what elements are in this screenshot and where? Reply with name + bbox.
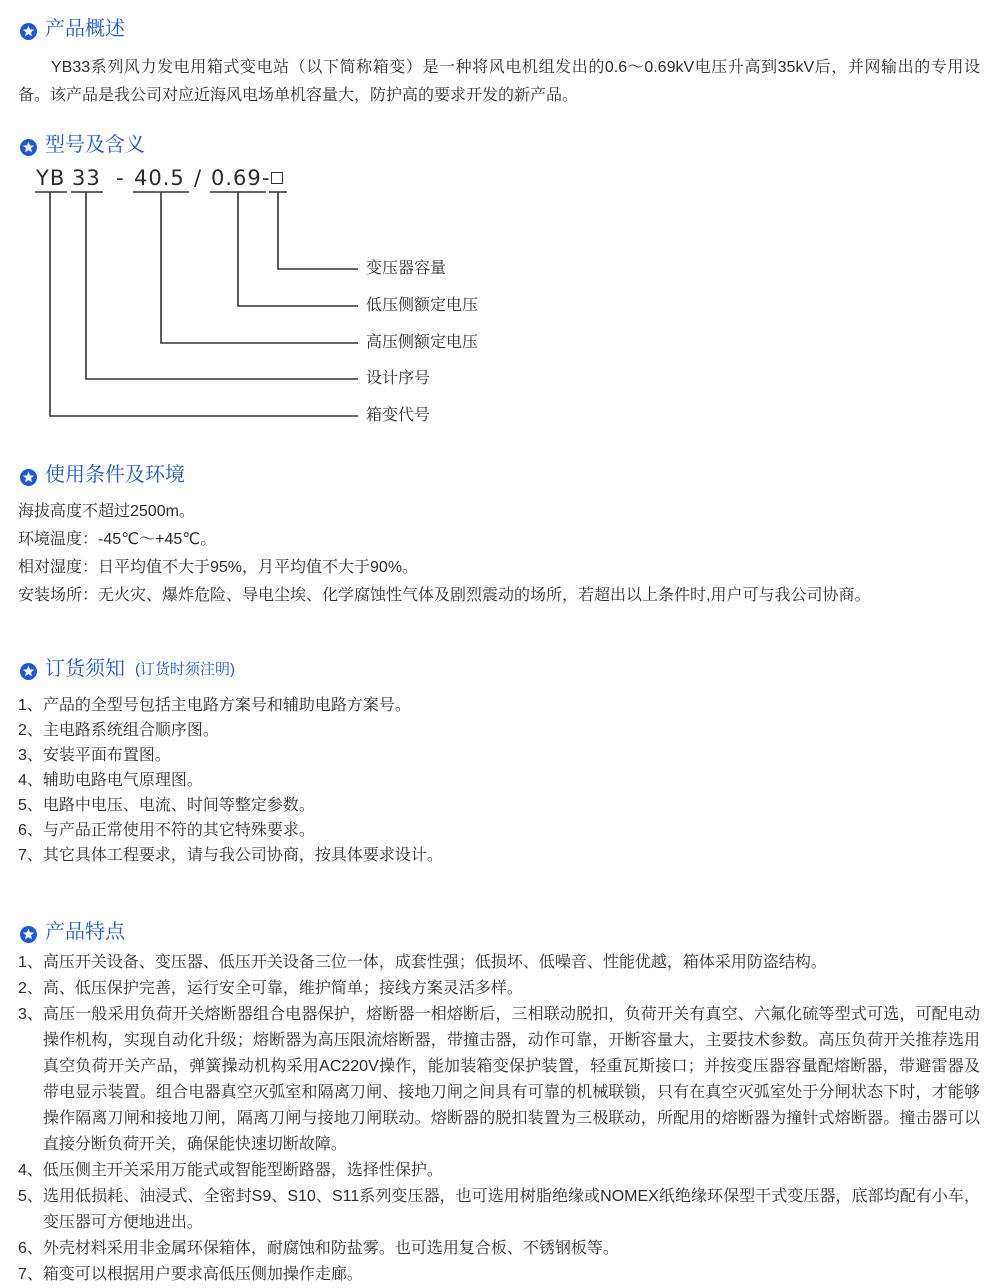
model-segment-slash: / [194,166,203,190]
diagram-label-hv-voltage: 高压侧额定电压 [366,334,479,351]
list-item [18,793,980,818]
section-heading-conditions [20,462,980,488]
list-item [18,1158,980,1184]
section-heading-overview [20,16,980,42]
section-title: 产品特点 [45,921,125,943]
item-number: 5、 [18,797,43,814]
model-segment-dash2: - [262,166,271,190]
model-segment-series: 33 [72,166,101,190]
star-circle-icon [20,467,37,484]
list-item [18,976,980,1002]
item-text: 选用低损耗、油浸式、全密封S9、S10、S11系列变压器，也可选用树脂绝缘或NOMEX纸绝缘环保型干式变压器，底部均配有小车，变压器可方便地进出。 [42,1188,980,1231]
model-designation-diagram [18,166,980,428]
diagram-label-lv-voltage: 低压侧额定电压 [366,297,479,314]
list-item [18,1236,980,1262]
item-number: 2、 [18,722,43,739]
list-item [18,1002,980,1158]
item-number: 4、 [18,772,43,789]
item-text: 外壳材料采用非金属环保箱体，耐腐蚀和防盐雾。也可选用复合板、不锈钢板等。 [42,1240,619,1257]
list-item [18,1262,980,1288]
condition-temperature: 环境温度：-45℃～+45℃。 [18,531,217,548]
condition-humidity: 相对湿度：日平均值不大于95%，月平均值不大于90%。 [18,559,419,576]
item-number: 1、 [18,954,43,971]
model-segment-hv: 40.5 [134,166,185,190]
list-item [18,768,980,793]
list-item [18,693,980,718]
section-title-note: (订货时须注明) [135,661,235,678]
section-title: 订货须知 [45,658,125,680]
item-text: 箱变可以根据用户要求高低压侧加操作走廊。 [42,1266,363,1283]
item-number: 3、 [18,1006,43,1023]
list-item [18,743,980,768]
list-item [18,843,980,868]
ordering-list [18,693,980,868]
condition-location: 安装场所：无火灾、爆炸危险、导电尘埃、化学腐蚀性气体及剧烈震动的场所，若超出以上条件时,用户可与我公司协商。 [18,587,871,604]
item-number: 1、 [18,697,43,714]
diagram-label-box-code: 箱变代号 [366,407,431,424]
star-circle-icon [20,137,37,154]
item-number: 4、 [18,1162,43,1179]
model-segment-lv: 0.69 [211,166,262,190]
item-text: 高压一般采用负荷开关熔断器组合电器保护，熔断器一相熔断后，三相联动脱扣，负荷开关有真空、六氟化硫等型式可选，可配电动操作机构，实现自动化升级；熔断器为高压限流熔断器，带撞击器，动作可靠，开断容量大，主要技术参数。高压负荷开关推荐选用真空负荷开关产品，弹簧操动机构采用AC220V操作，能加装箱变保护装置，轻重瓦斯接口；并按变压器容量配熔断器，带避雷器及带电显示装置。组合电器真空灭弧室和隔离刀闸、接地刀闸之间具有可靠的机械联锁，只有在真空灭弧室处于分闸状态下时，才能够操作隔离刀闸和接地刀闸，隔离刀闸与接地刀闸联动。熔断器的脱扣装置为三极联动，所配用的熔断器为撞针式熔断器。撞击器可以直接分断负荷开关，确保能快速切断故障。 [42,1006,980,1153]
item-number: 6、 [18,822,43,839]
item-number: 5、 [18,1188,43,1205]
item-number: 3、 [18,747,43,764]
star-circle-icon [20,21,37,38]
diagram-label-capacity: 变压器容量 [366,260,447,277]
item-text: 其它具体工程要求，请与我公司协商，按具体要求设计。 [42,847,443,864]
item-number: 2、 [18,980,43,997]
item-text: 高压开关设备、变压器、低压开关设备三位一体，成套性强；低损坏、低噪音、性能优越，箱体采用防盗结构。 [42,954,827,971]
item-text: 与产品正常使用不符的其它特殊要求。 [42,822,315,839]
list-item [18,950,980,976]
item-text: 低压侧主开关采用万能式或智能型断路器，选择性保护。 [42,1162,443,1179]
star-circle-icon [20,661,37,678]
section-heading-ordering [20,655,980,683]
model-capacity-placeholder-box [271,172,283,184]
item-number: 7、 [18,1266,43,1283]
condition-altitude: 海拔高度不超过2500m。 [18,503,195,520]
item-text: 高、低压保护完善，运行安全可靠，维护简单；接线方案灵活多样。 [42,980,523,997]
section-heading-model [20,132,980,158]
star-circle-icon [20,924,37,941]
diagram-label-design-no: 设计序号 [366,370,431,387]
item-text: 安装平面布置图。 [42,747,171,764]
item-text: 产品的全型号包括主电路方案号和辅助电路方案号。 [42,697,411,714]
model-segment-dash: - [116,166,125,190]
list-item [18,1184,980,1236]
list-item [18,818,980,843]
item-number: 7、 [18,847,43,864]
section-title: 产品概述 [45,18,125,40]
item-number: 6、 [18,1240,43,1257]
item-text: 主电路系统组合顺序图。 [42,722,219,739]
section-title: 型号及含义 [45,134,145,156]
list-item [18,718,980,743]
overview-paragraph: YB33系列风力发电用箱式变电站（以下简称箱变）是一种将风电机组发出的0.6～0.69kV电压升高到35kV后，并网输出的专用设备。该产品是我公司对应近海风电场单机容量大，防护高的要求开发的新产品。 [18,59,980,104]
section-heading-features [20,919,980,945]
model-segment-prefix: YB [36,166,66,190]
conditions-list [18,498,980,610]
item-text: 电路中电压、电流、时间等整定参数。 [42,797,315,814]
item-text: 辅助电路电气原理图。 [42,772,203,789]
section-title: 使用条件及环境 [45,464,185,486]
diagram-connector-lines [18,166,978,428]
features-list [18,950,980,1288]
